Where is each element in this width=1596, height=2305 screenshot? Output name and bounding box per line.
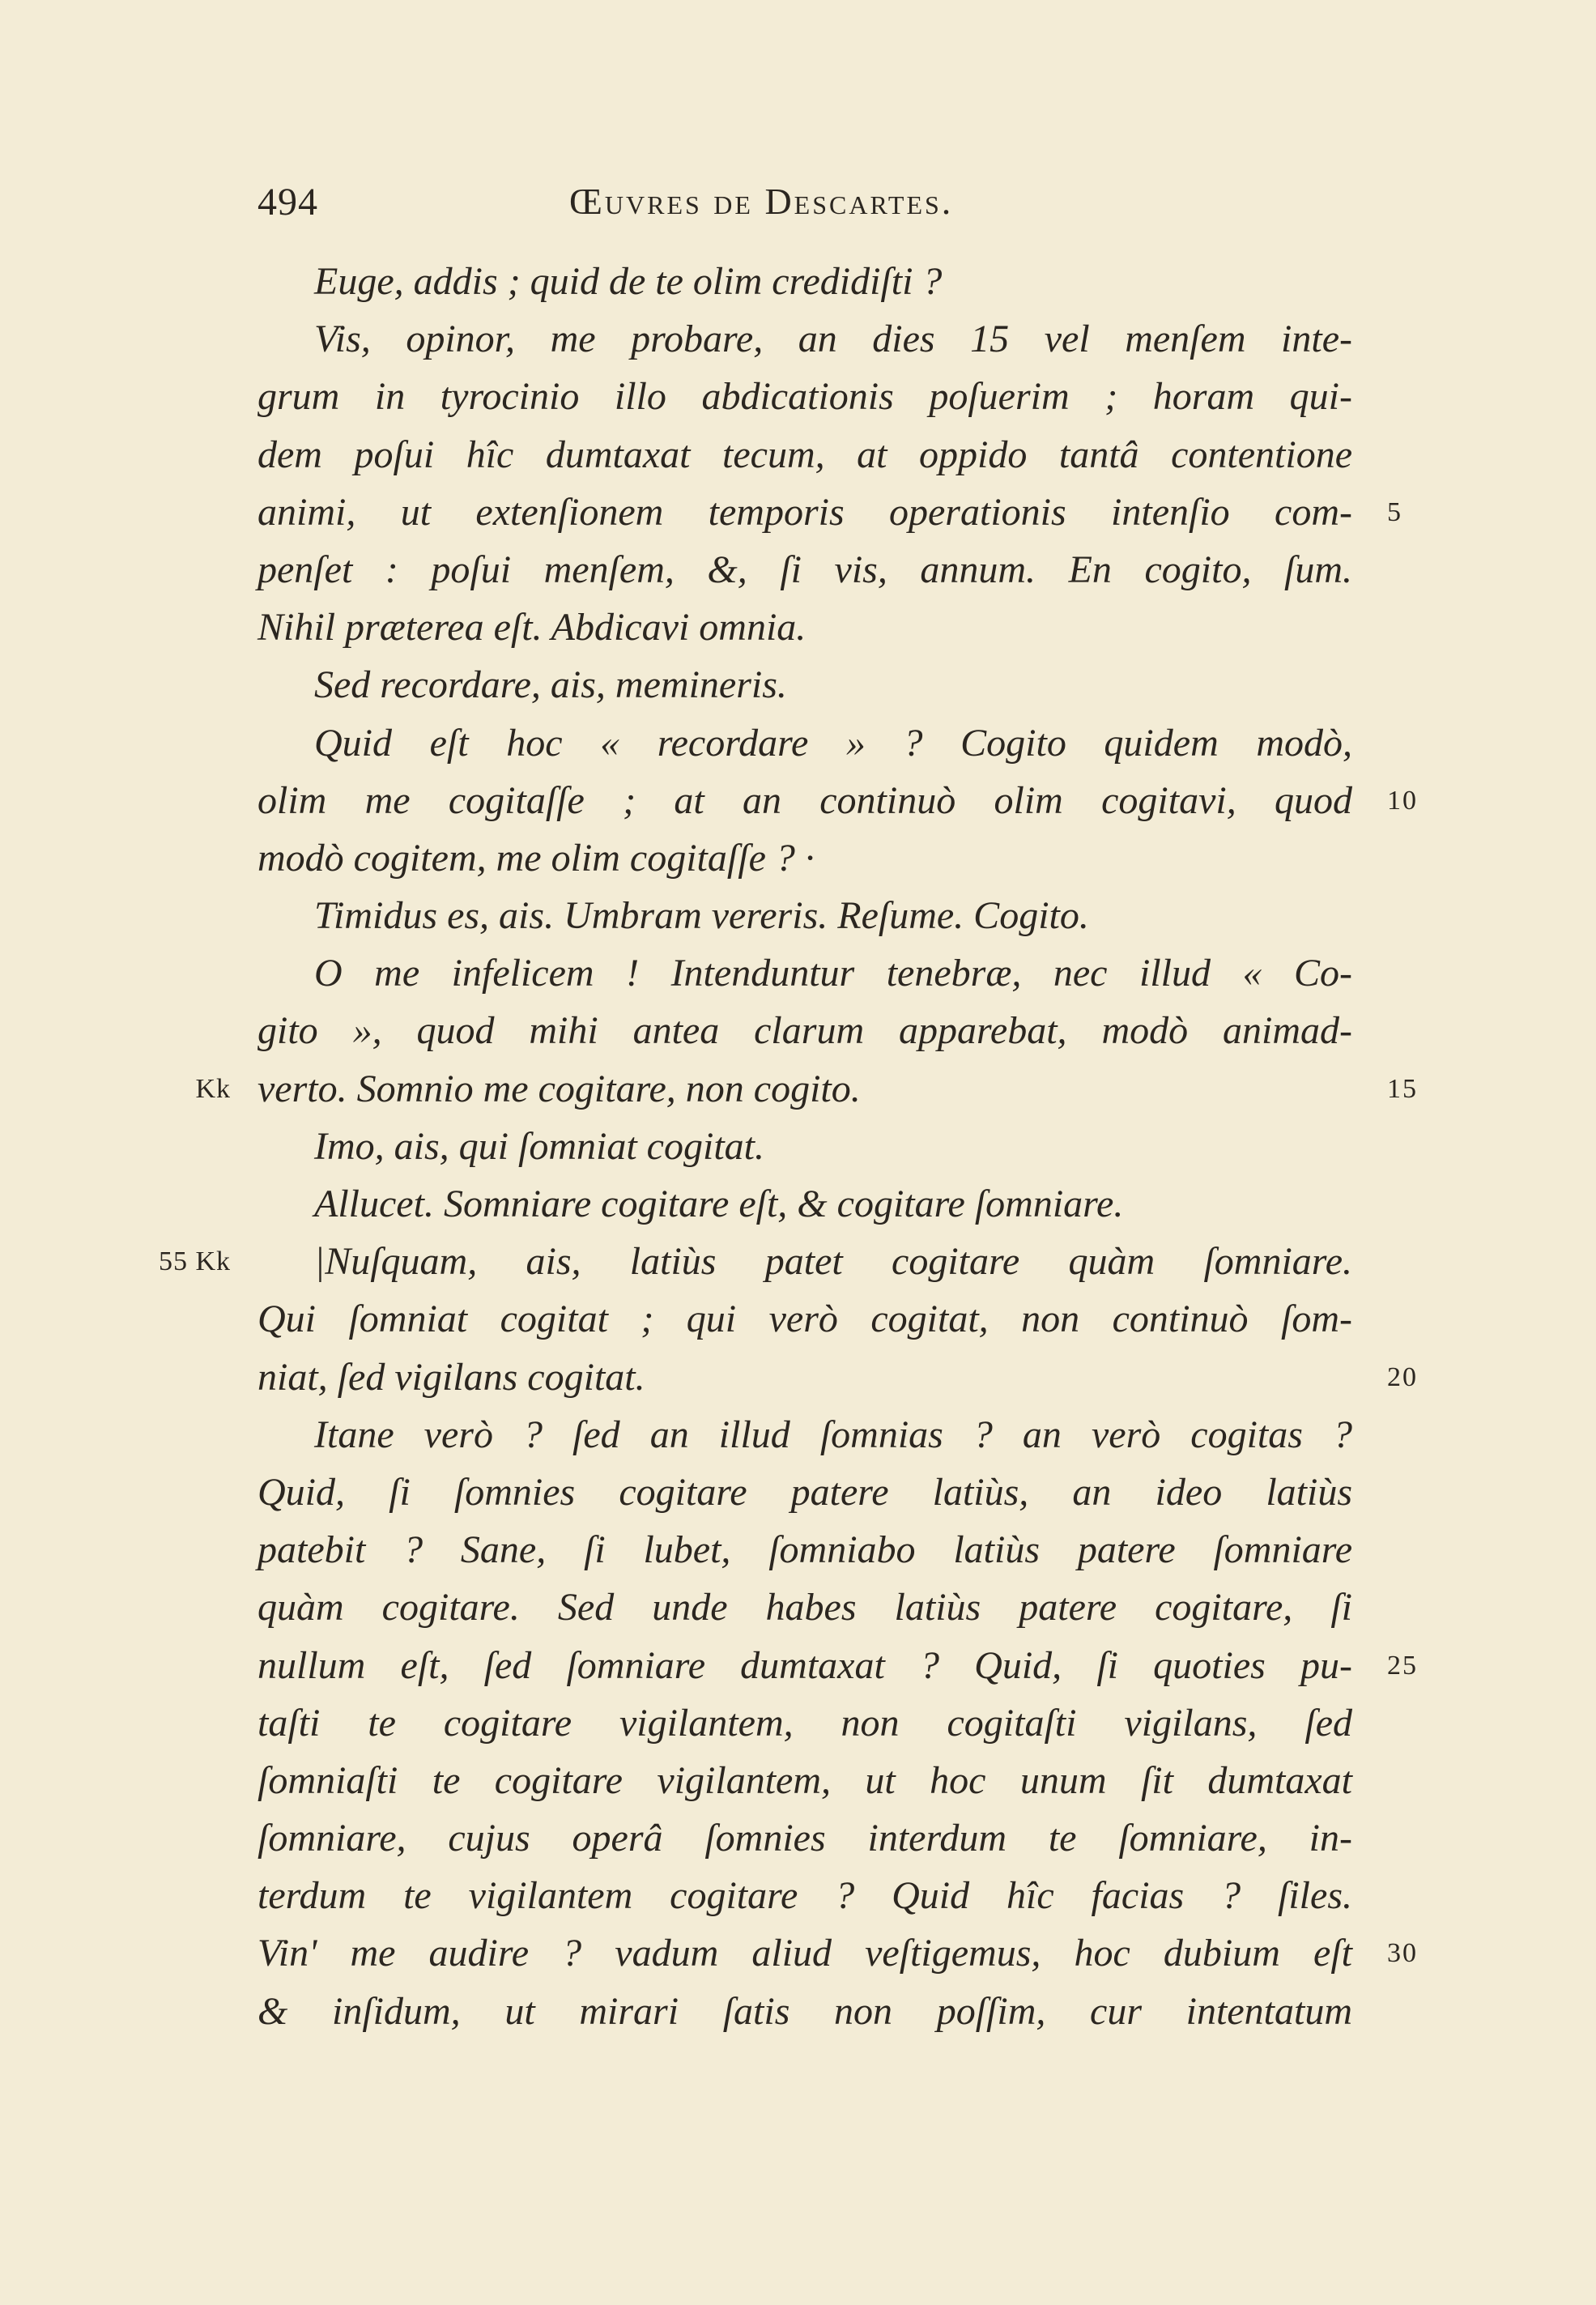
line-text: animi, ut extenſionem temporis operationis intenſio com- (257, 490, 1352, 534)
text-line (257, 1809, 1352, 1867)
line-text: taſti te cogitare vigilantem, non cogitaſti vigilans, ſed (257, 1701, 1352, 1745)
text-line (257, 1694, 1352, 1752)
line-text: verto. Somnio me cogitare, non cogito. (257, 1067, 861, 1110)
line-text: niat, ſed vigilans cogitat. (257, 1355, 645, 1399)
body-text (158, 253, 1418, 2040)
text-line (257, 1175, 1352, 1233)
margin-note: Kk (195, 1073, 231, 1104)
text-line (257, 368, 1352, 425)
text-line (257, 599, 1352, 656)
line-number: 10 (1387, 785, 1418, 816)
line-text: |Nuſquam, ais, latiùs patet cogitare quàm ſomniare. (314, 1240, 1352, 1284)
text-line (257, 656, 1352, 714)
line-text: Sed recordare, ais, memineris. (314, 663, 787, 707)
text-line (257, 253, 1352, 310)
text-line (257, 944, 1352, 1002)
text-line (257, 714, 1352, 772)
line-text: Vis, opinor, me probare, an dies 15 vel menſem inte- (314, 317, 1352, 361)
text-line (257, 1983, 1352, 2040)
margin-note: 55 Kk (158, 1246, 231, 1277)
line-text: modò cogitem, me olim cogitaſſe ? · (257, 836, 815, 880)
line-text: olim me cogitaſſe ; at an continuò olim cogitavi, quod (257, 778, 1352, 822)
text-line (257, 887, 1352, 944)
line-text: O me infelicem ! Intenduntur tenebræ, nec illud « Co- (314, 952, 1352, 995)
line-text: gito », quod mihi antea clarum apparebat, modò animad- (257, 1009, 1352, 1053)
text-line (257, 1924, 1418, 1982)
line-text: Itane verò ? ſed an illud ſomnias ? an verò cogitas ? (314, 1412, 1352, 1456)
line-text: terdum te vigilantem cogitare ? Quid hîc facias ? ſiles. (257, 1874, 1352, 1918)
line-text: nullum eſt, ſed ſomniare dumtaxat ? Quid, ſi quoties pu- (257, 1643, 1352, 1687)
line-text: grum in tyrocinio illo abdicationis poſuerim ; horam qui- (257, 375, 1352, 419)
line-text: penſet : poſui menſem, &, ſi vis, annum. En cogito, ſum. (257, 547, 1352, 591)
line-text: dem poſui hîc dumtaxat tecum, at oppido tantâ contentione (257, 432, 1352, 476)
text-line (257, 1867, 1352, 1924)
line-text: quàm cogitare. Sed unde habes latiùs patere cogitare, ſi (257, 1586, 1352, 1630)
line-number: 20 (1387, 1361, 1418, 1392)
line-text: Euge, addis ; quid de te olim credidiſti ? (314, 260, 943, 303)
line-text: Quid eſt hoc « recordare » ? Cogito quidem modò, (314, 721, 1352, 765)
text-line (257, 1002, 1352, 1059)
text-line (257, 310, 1352, 368)
text-line (257, 426, 1352, 484)
text-line (257, 1348, 1418, 1406)
line-number: 25 (1387, 1650, 1418, 1681)
text-line (257, 1752, 1352, 1809)
line-text: ſomniaſti te cogitare vigilantem, ut hoc unum ſit dumtaxat (257, 1758, 1352, 1802)
line-text: Nihil præterea eſt. Abdicavi omnia. (257, 606, 807, 650)
text-line (257, 829, 1352, 887)
text-line (257, 484, 1402, 541)
text-line (195, 1060, 1418, 1118)
text-line (257, 1637, 1418, 1694)
line-number: 30 (1387, 1938, 1418, 1969)
text-line (257, 1521, 1352, 1579)
line-text: patebit ? Sane, ſi lubet, ſomniabo latiùs patere ſomniare (257, 1528, 1352, 1572)
page-number: 494 (257, 181, 318, 224)
line-text: Vin' me audire ? vadum aliud veſtigemus, hoc dubium eſt (257, 1932, 1352, 1975)
line-text: & inſidum, ut mirari ſatis non poſſim, cur intentatum (257, 1989, 1352, 2033)
text-line (158, 1233, 1352, 1290)
line-text: Allucet. Somniare cogitare eſt, & cogitare ſomniare. (314, 1182, 1124, 1225)
line-text: Quid, ſi ſomnies cogitare patere latiùs, an ideo latiùs (257, 1470, 1352, 1514)
line-text: Imo, ais, qui ſomniat cogitat. (314, 1124, 764, 1168)
page-header (257, 180, 1352, 236)
text-line (257, 1464, 1352, 1521)
text-line (257, 1406, 1352, 1464)
text-line (257, 1290, 1352, 1348)
line-text: Timidus es, ais. Umbram vereris. Reſume. Cogito. (314, 894, 1089, 938)
line-number: 5 (1387, 496, 1402, 527)
line-number: 15 (1387, 1073, 1418, 1104)
text-line (257, 1118, 1352, 1175)
running-title: Œuvres de Descartes. (569, 181, 954, 222)
text-line (257, 772, 1418, 829)
text-line (257, 1579, 1352, 1636)
line-text: ſomniare, cujus operâ ſomnies interdum te ſomniare, in- (257, 1817, 1352, 1860)
text-line (257, 541, 1352, 599)
line-text: Qui ſomniat cogitat ; qui verò cogitat, non continuò ſom- (257, 1297, 1352, 1341)
